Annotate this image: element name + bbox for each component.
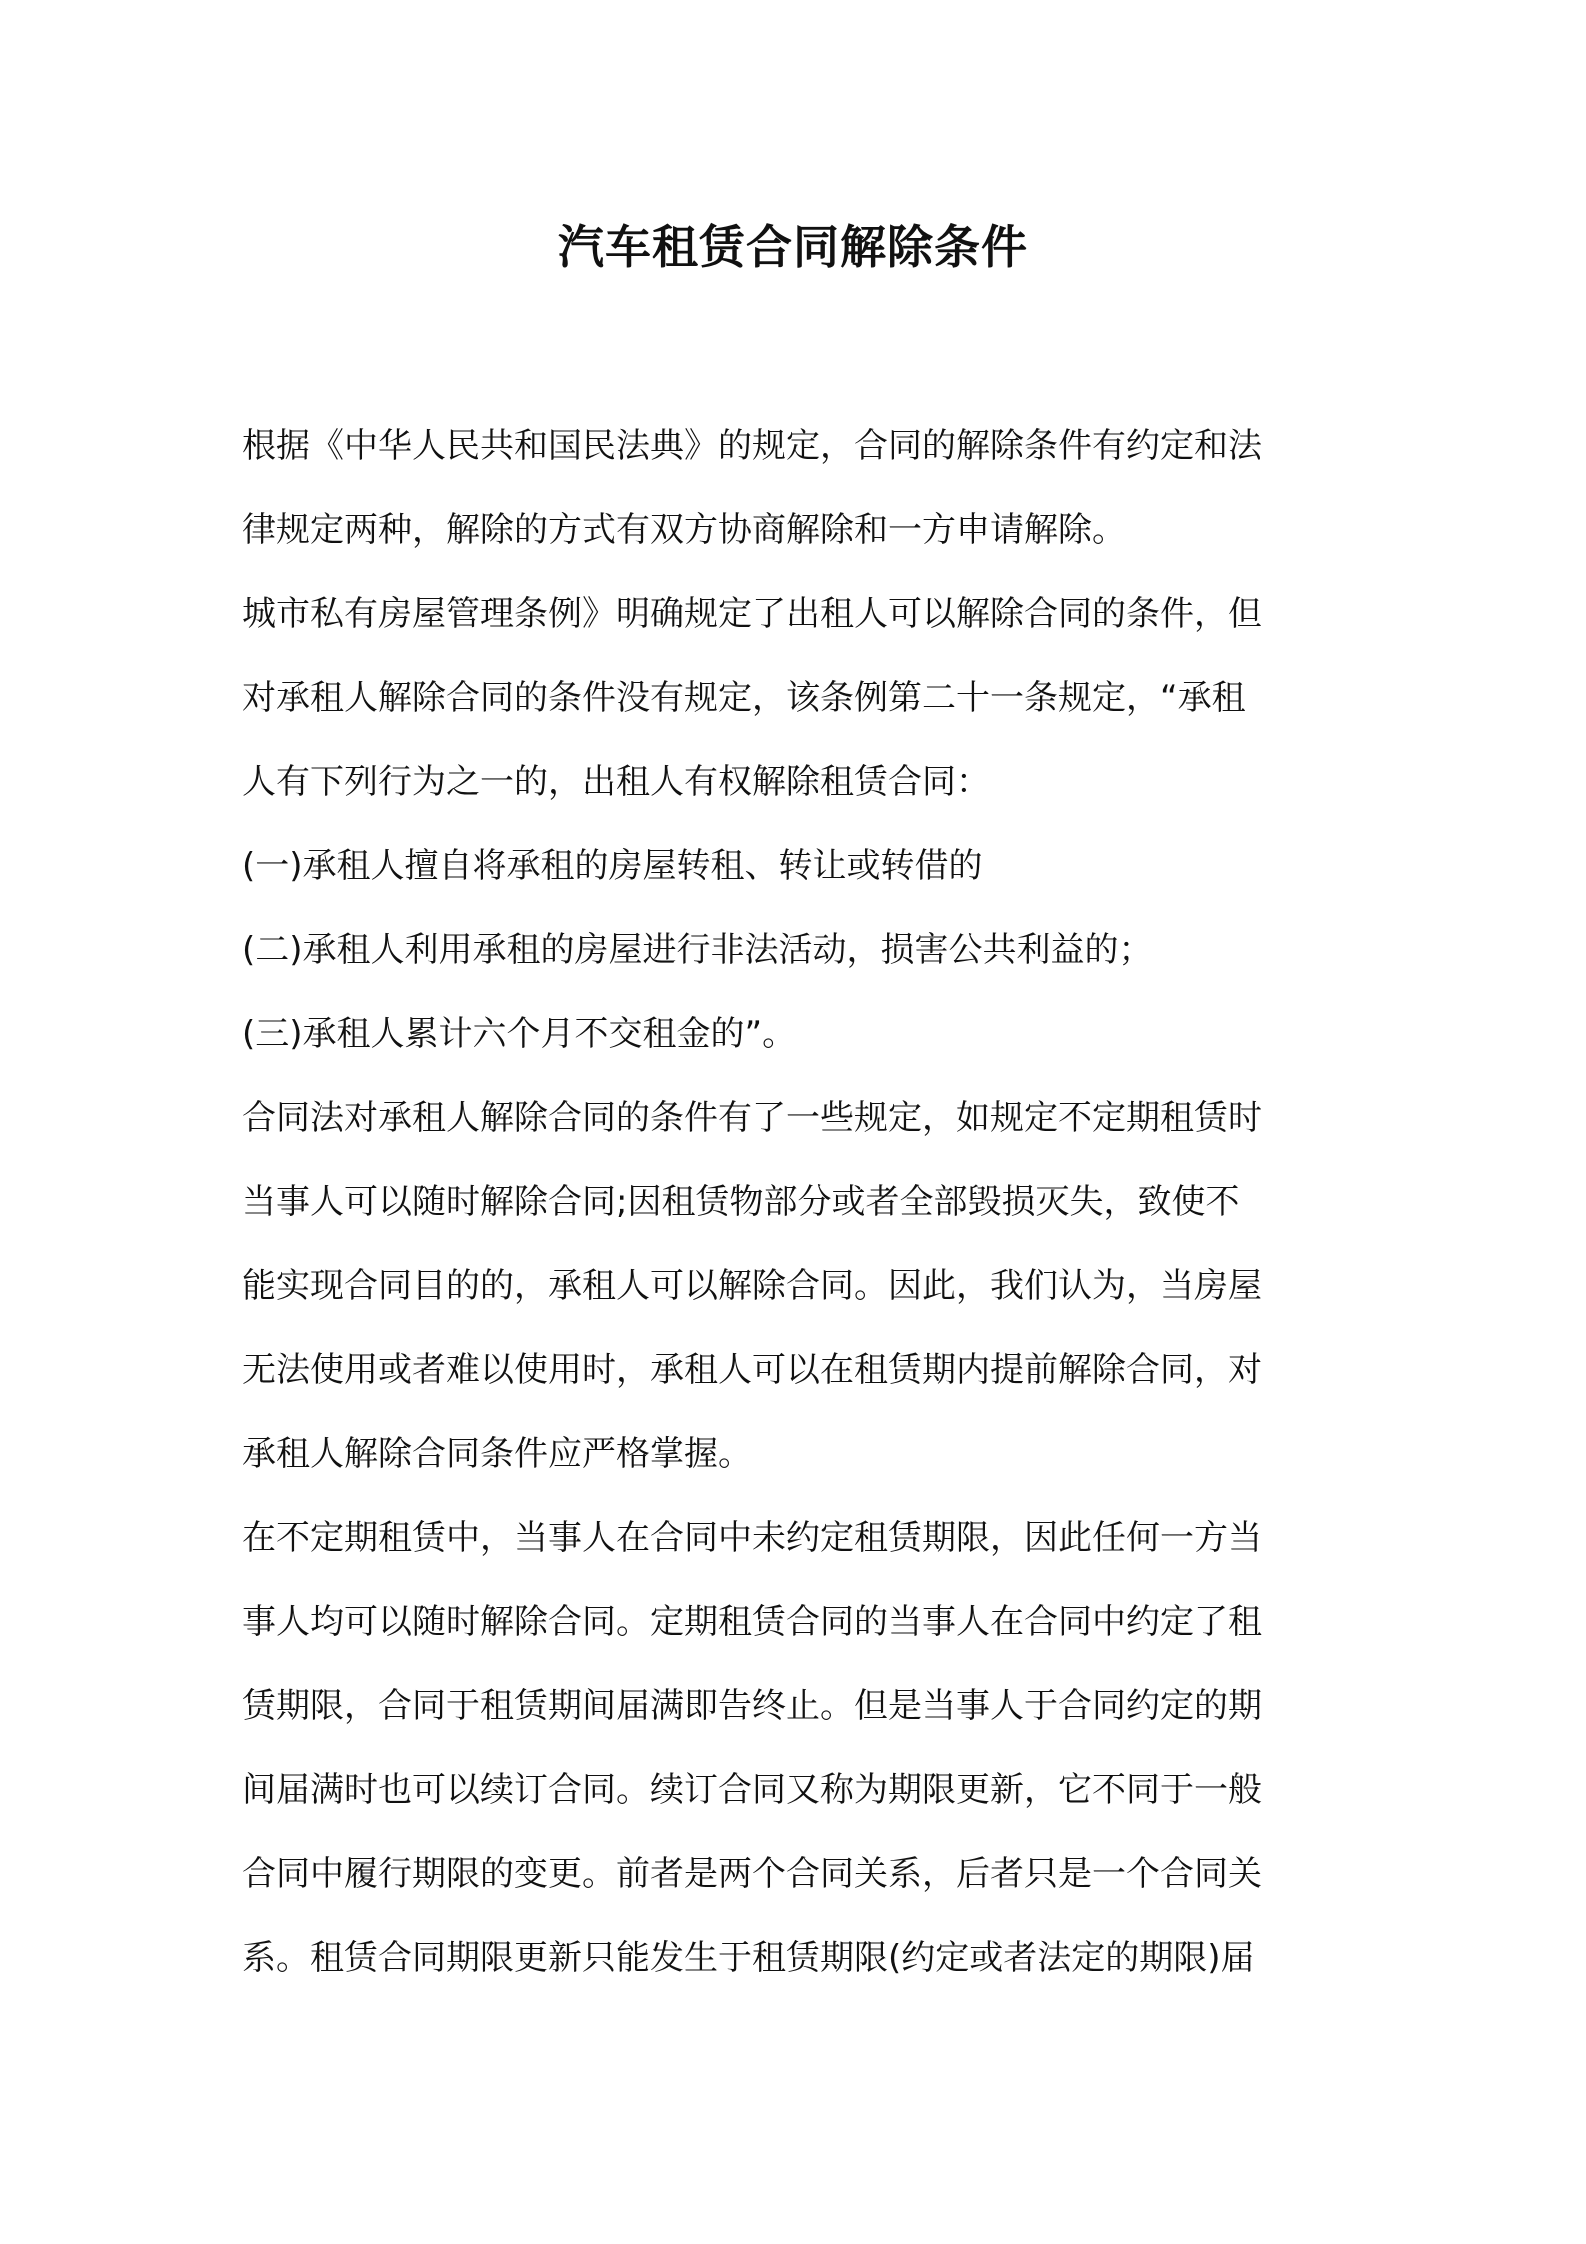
body-line: 城市私有房屋管理条例》明确规定了出租人可以解除合同的条件，但: [242, 594, 1262, 634]
body-line: 间届满时也可以续订合同。续订合同又称为期限更新，它不同于一般: [242, 1770, 1262, 1810]
body-line: 合同法对承租人解除合同的条件有了一些规定，如规定不定期租赁时: [242, 1098, 1262, 1138]
body-line: 赁期限，合同于租赁期间届满即告终止。但是当事人于合同约定的期: [242, 1686, 1262, 1726]
body-line: 当事人可以随时解除合同;因租赁物部分或者全部毁损灭失，致使不: [242, 1182, 1240, 1222]
body-line: 无法使用或者难以使用时，承租人可以在租赁期内提前解除合同，对: [242, 1350, 1262, 1390]
document-title: 汽车租赁合同解除条件: [558, 220, 1028, 274]
body-line: 承租人解除合同条件应严格掌握。: [242, 1434, 752, 1474]
body-line: 人有下列行为之一的，出租人有权解除租赁合同：: [242, 762, 990, 802]
body-line: 事人均可以随时解除合同。定期租赁合同的当事人在合同中约定了租: [242, 1602, 1262, 1642]
body-line: 对承租人解除合同的条件没有规定，该条例第二十一条规定，“承租: [242, 678, 1246, 718]
body-line: (二)承租人利用承租的房屋进行非法活动，损害公共利益的；: [242, 930, 1153, 970]
body-line: 在不定期租赁中，当事人在合同中未约定租赁期限，因此任何一方当: [242, 1518, 1262, 1558]
body-line: 律规定两种，解除的方式有双方协商解除和一方申请解除。: [242, 510, 1126, 550]
body-line: 系。租赁合同期限更新只能发生于租赁期限(约定或者法定的期限)届: [242, 1938, 1255, 1978]
body-line: 根据《中华人民共和国民法典》的规定，合同的解除条件有约定和法: [242, 426, 1262, 466]
document-body: [242, 404, 1350, 2000]
body-line: 合同中履行期限的变更。前者是两个合同关系，后者只是一个合同关: [242, 1854, 1262, 1894]
body-line: 能实现合同目的的，承租人可以解除合同。因此，我们认为，当房屋: [242, 1266, 1262, 1306]
body-line: (一)承租人擅自将承租的房屋转租、转让或转借的: [242, 846, 983, 886]
body-line: (三)承租人累计六个月不交租金的”。: [242, 1014, 797, 1054]
